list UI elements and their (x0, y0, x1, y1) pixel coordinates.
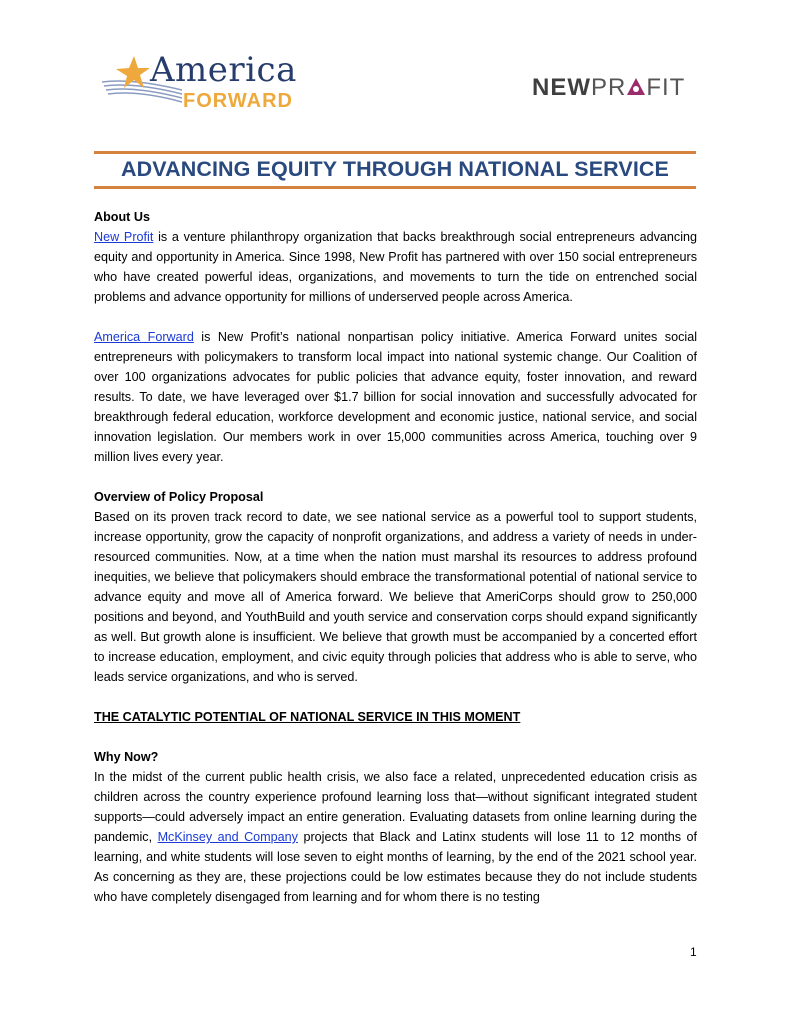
star-icon (114, 56, 150, 90)
new-profit-logo (532, 74, 685, 102)
why-now-paragraph: In the midst of the current public health crisis, we also face a related, unprecedented education crisis as children across the country experience profound learning loss that—without significant integrated student supports—could adversely impact an entire generation. Evaluating datasets from online learning during the pandemic, McKinsey and Company projects that Black and Latinx students will lose 11 to 12 months of learning, and white students will lose seven to eight months of learning, by the end of the 2021 school year. As concerning as they are, these projections could be low estimates because they do not include students who have completely disengaged from learning and for whom there is no testing (94, 770, 698, 904)
why-now-heading: Why Now? (94, 750, 159, 764)
document-title: ADVANCING EQUITY THROUGH NATIONAL SERVICE (120, 157, 669, 181)
logo-new-text: NEW (532, 74, 591, 101)
logo-fit-text: FIT (646, 74, 686, 101)
new-profit-link[interactable]: New Profit (94, 230, 154, 244)
catalytic-section-heading: THE CATALYTIC POTENTIAL OF NATIONAL SERVICE IN THIS MOMENT (94, 710, 521, 724)
about-paragraph-1: New Profit is a venture philanthropy organization that backs breakthrough social entrepreneurs advancing equity and opportunity in America. Since 1998, New Profit has partnered with over 150 social entrepreneurs who have created powerful ideas, organizations, and movements to turn the tide on entrenched social problems and advance opportunity for millions of underserved people across America. (94, 230, 698, 304)
mckinsey-link[interactable]: McKinsey and Company (157, 830, 298, 844)
title-rule-top (94, 151, 696, 154)
triangle-o-icon (626, 77, 646, 97)
overview-paragraph: Based on its proven track record to date, we see national service as a powerful tool to support students, increase opportunity, grow the capacity of nonprofit organizations, and address a variety of needs in under-resourced communities. Now, at a time when the nation must marshal its resources to address profound inequities, we believe that policymakers should embrace the transformational potential of national service to advance equity and move all of America forward. We believe that AmeriCorps should grow to 250,000 positions and beyond, and YouthBuild and youth service and conservation corps should expand significantly as well. But growth alone is insufficient. We believe that growth must be accompanied by a concerted effort to increase education, employment, and civic equity through policies that address who is able to serve, who leads service organizations, and who is served. (94, 510, 697, 684)
overview-heading: Overview of Policy Proposal (94, 490, 264, 504)
america-forward-logo (100, 52, 320, 122)
page-number: 1 (690, 945, 697, 959)
logo-america-text: America (150, 50, 297, 90)
logo-pr-text: PR (591, 74, 627, 101)
title-rule-bottom (94, 186, 696, 189)
about-paragraph-2: America Forward is New Profit’s national nonpartisan policy initiative. America Forward unites social entrepreneurs with policymakers to transform local impact into national systemic change. Our Coalition of over 100 organizations advocates for public policies that advance equity, foster innovation, and reward results. To date, we have leveraged over $1.7 billion for social innovation and successfully advocated for breakthrough federal education, workforce development and economic justice, national service, and social innovation legislation. Our members work in over 15,000 communities across America, touching over 9 million lives every year. (94, 330, 698, 464)
about-heading: About Us (94, 210, 150, 224)
document-body (94, 207, 697, 907)
america-forward-link[interactable]: America Forward (94, 330, 194, 344)
logo-forward-text: FORWARD (183, 90, 293, 112)
